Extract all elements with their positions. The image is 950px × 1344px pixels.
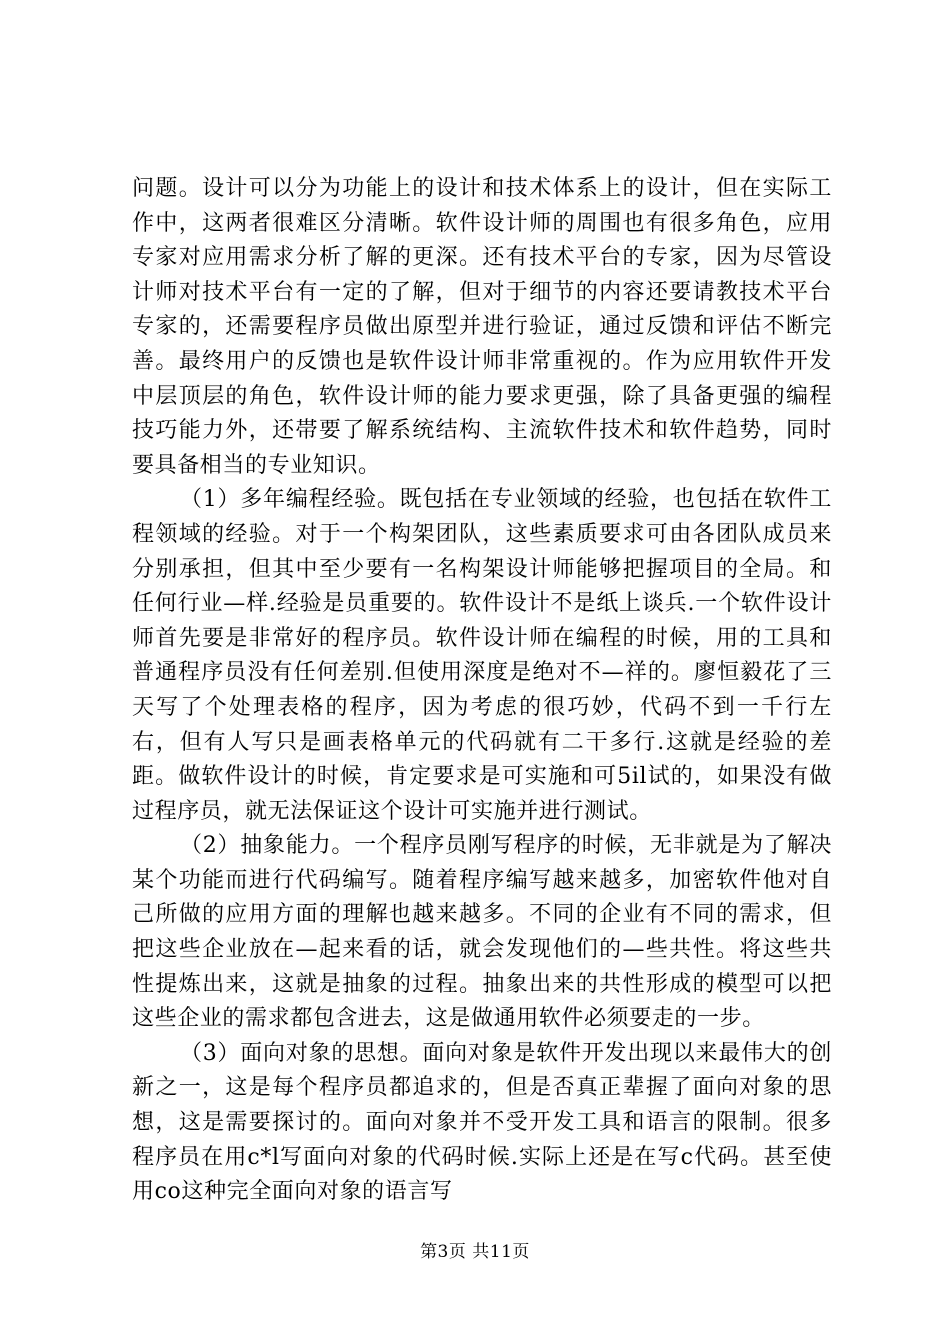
paragraph-programming-experience: （1）多年编程经验。既包括在专业领域的经验，也包括在软件工程领域的经验。对于一个构架团队，这些素质要求可由各团队成员来分别承担，但其中至少要有一名构架设计师能够把握项目的全局。和任何行业—样.经验是员重要的。软件设计不是纸上谈兵.一个软件设计师首先要是非常好的程序员。软件设计师在编程的时候，用的工具和普通程序员没有任何差别.但使用深度是绝对不—祥的。廖恒毅花了三天写了个处理表格的程序，因为考虑的很巧妙，代码不到一千行左右，但有人写只是画表格单元的代码就有二干多行.这就是经验的差距。做软件设计的时候，肯定要求是可实施和可5il试的，如果没有做过程序员，就无法保证这个设计可实施并进行测试。: [132, 487, 832, 824]
page-number-footer: 第3页 共11页: [420, 1242, 530, 1262]
paragraph-intro-continuation: 问题。设计可以分为功能上的设计和技术体系上的设计，但在实际工作中，这两者很难区分清晰。软件设计师的周围也有很多角色，应用专家对应用需求分析了解的更深。还有技术平台的专家，因为尽管设计师对技术平台有一定的了解，但对于细节的内容还要请教技术平台专家的，还需要程序员做出原型并进行验证，通过反馈和评估不断完善。最终用户的反馈也是软件设计师非常重视的。作为应用软件开发中层顶层的角色，软件设计师的能力要求更强，除了具备更强的编程技巧能力外，还帯要了解系统结构、主流软件技术和软件趋势，同时要具备相当的专业知识。: [132, 176, 832, 478]
paragraph-object-oriented-thinking: （3）面向对象的思想。面向对象是软件开发出现以来最伟大的创新之一，这是每个程序员都追求的，但是否真正辈握了面向对象的思想，这是需要探讨的。面向对象并不受开发工具和语言的限制。很多程序员在用c*l写面向对象的代码时候.实际上还是在写c代码。甚至使用co这种完全面向对象的语言写: [132, 1040, 832, 1205]
document-body: [132, 172, 832, 1210]
paragraph-abstraction-ability: （2）抽象能力。一个程序员刚写程序的时候，无非就是为了解决某个功能而进行代码编写。随着程序编写越来越多，加密软件他对自己所做的应用方面的理解也越来越多。不同的企业有不同的需求，但把这些企业放在—起来看的话，就会发现他们的—些共性。将这些共性提炼出来，这就是抽象的过程。抽象出来的共性形成的模型可以把这些企业的需求都包含进去，这是做通用软件必须要走的一步。: [132, 833, 832, 1032]
